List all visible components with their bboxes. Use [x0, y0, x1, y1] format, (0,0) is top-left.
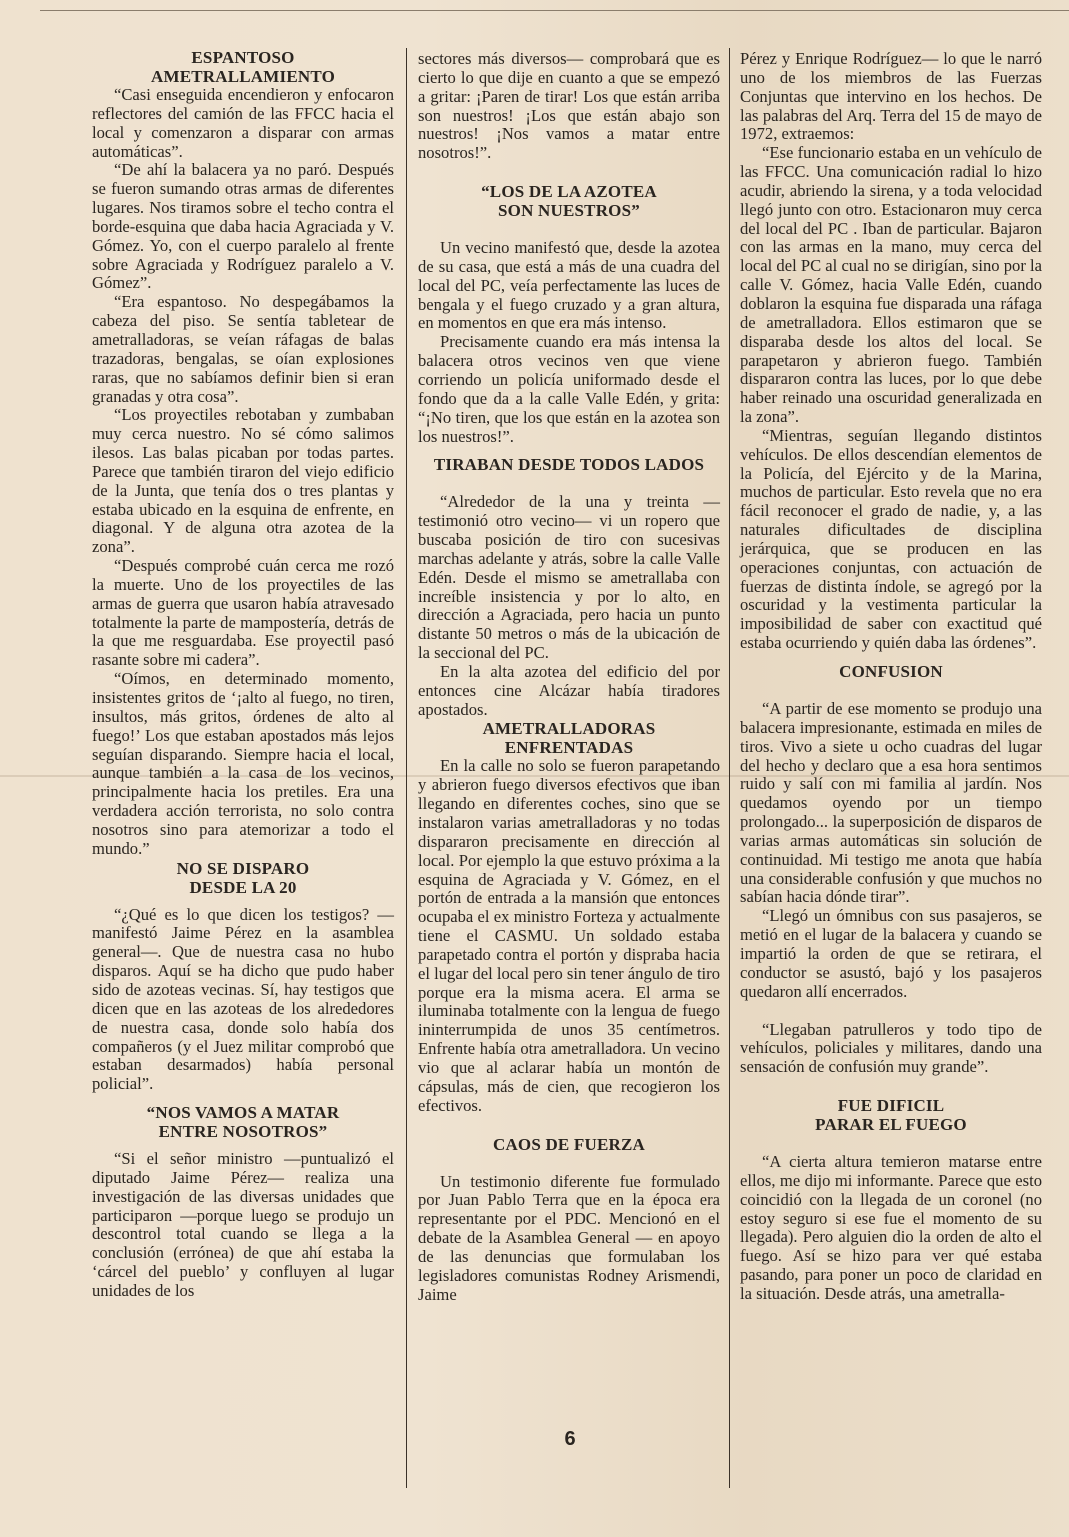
paragraph: “Ese funcionario estaba en un vehículo de las FFCC. Una comunicación radial lo hizo acudir, abriendo la sirena, y a toda velocidad llegó junto con otro. Estacionaron muy cerca del local del PC . Iban de particular. Bajaron con las armas en la mano, muy cerca del local del PC al cual no se dirigían, sino por la calle V. Gómez, hacia Valle Edén, cuando doblaron la esquina fue disparada una ráfaga de ametralladora. Ellos estimaron que se disparaba desde los altos del local. Se parapetaron y abrieron fuego. También dispararon contra las luces, por lo que debe haber reinado una oscuridad generalizada en la zona”. — [740, 143, 1042, 427]
heading-los-de-la-azotea: “LOS DE LA AZOTEA SON NUESTROS” — [481, 182, 657, 221]
paragraph: En la alta azotea del edificio del por entonces cine Alcázar había tiradores apostados. — [418, 661, 720, 719]
heading-ametralladoras: AMETRALLADORAS ENFRENTADAS — [482, 719, 656, 758]
heading-caos-de-fuerza: CAOS DE FUERZA — [492, 1134, 646, 1154]
paragraph: “Después comprobé cuán cerca me rozó la muerte. Uno de los proyectiles de las armas de guerra que usaron había atravesado totalmente la parte de mampostería, detrás de la que me resguardaba. Ese proyectil pasó rasante sobre mi cadera”. — [92, 556, 394, 670]
column-rule-right — [729, 48, 730, 1488]
paragraph: “¿Qué es lo que dicen los testigos? —manifestó Jaime Pérez en la asamblea general—. Que de nuestra casa no hubo disparos. Aquí se ha dicho que pudo haber sido de azoteas vecinas. Sí, hay testigos que dicen que en las azoteas de los alrededores de nuestra casa, donde solo había dos compañeros (y el Juez militar comprobó que estaban desarmados) había personal policial”. — [92, 904, 394, 1094]
paragraph: “Si el señor ministro —puntualizó el diputado Jaime Pérez— realiza una investigación de las diversas unidades que participaron —porque luego se produjo un descontrol total cuando se llega a la conclusión (errónea) de que ahí estaba la ‘cárcel del pueblo’ y confluyen al lugar unidades de los — [92, 1149, 394, 1300]
column-3 — [740, 50, 1042, 1304]
paragraph: “Oímos, en determinado momento, insistentes gritos de ‘¡alto al fuego, no tiren, insultos, más gritos, órdenes de alto al fuego!’ Los que estaban apostados más lejos seguían disparando. Siempre hacia el local, aunque también a la casa de los vecinos, principalmente hacia los pretiles. Era una verdadera acción terrorista, no solo contra nosotros sino para atemorizar a todo el mundo.” — [92, 669, 394, 858]
paragraph: En la calle no solo se fueron parapetando y abrieron fuego diversos efectivos que iban llegando en diferentes coches, sino que se instalaron varias ametralladoras y no todas dispararon precisamente en dirección al local. Por ejemplo la que estuvo próxima a la esquina de Agraciada y V. Gómez, en el portón de entrada a la mansión que entonces ocupaba el ex ministro Forteza y actualmente tiene el CASMU. Un soldado estaba parapetado contra el portón y dispraba hacia el lugar del local pero sin tener ángulo de tiro porque era la misma acera. El arma se iluminaba totalmente con la lengua de fuego ininterrumpida de unos 35 centímetros. Enfrente había otra ametralladora. Un vecino vio que al aclarar había un montón de cápsulas, más de cien, que recogieron los efectivos. — [418, 756, 720, 1115]
paragraph: “De ahí la balacera ya no paró. Después se fueron sumando otras armas de diferentes lugares. Nos tiramos sobre el techo contra el borde-esquina que daba hacia Agraciada y V. Gómez. Yo, con el cuerpo paralelo al frente sobre Agraciada y Rodríguez paralelo a V. Gómez”. — [92, 160, 394, 293]
paragraph: “Llegó un ómnibus con sus pasajeros, se metió en el lugar de la balacera y cuando se impartió la orden de que se retirara, el conductor se asustó, bajó y los pasajeros quedaron allí encerrados. — [740, 906, 1042, 1001]
heading-confusion: CONFUSION — [839, 662, 943, 681]
paragraph: “Llegaban patrulleros y todo tipo de vehículos, policiales y militares, dando una sensación de confusión muy grande”. — [740, 1019, 1042, 1077]
paragraph: Un testimonio diferente fue formulado por Juan Pablo Terra que en la época era representante por el PDC. Mencionó en el debate de la Asamblea General — en apoyo de las denuncias que formulaban los legisladores comunistas Rodney Arismendi, Jaime — [418, 1171, 720, 1304]
paragraph: “Mientras, seguían llegando distintos vehículos. De ellos descendían elementos de la Policía, del Ejército y de la Marina, muchos de particular. Esto revela que no era fácil reconocer el grado de nadie, y, a las naturales dificultades de disciplina jerárquica, que se producen en las operaciones conjuntas, con actuación de fuerzas de distinta índole, se agregó por la oscuridad y la vestimenta particular la imposibilidad de saber con exactitud qué estaba ocurriendo y quién daba las órdenes”. — [740, 425, 1042, 653]
column-1 — [92, 48, 394, 1301]
heading-nos-vamos-a-matar: “NOS VAMOS A MATAR ENTRE NOSOTROS” — [146, 1103, 340, 1142]
paragraph: “Alrededor de la una y treinta —testimonió otro vecino— vi un ropero que buscaba posición de tiro con sucesivas marchas adelante y atrás, sobre la calle Valle Edén. Desde el mismo se ametrallaba con increíble insistencia y por lo alto, en dirección a Agraciada, pero hacia un punto distante 50 metros o más de la ubicación de la seccional del PC. — [418, 492, 720, 663]
paragraph: “A partir de ese momento se produjo una balacera impresionante, estimada en miles de tiros. Vivo a siete u ocho cuadras del lugar del hecho y declaro que a esa hora sentimos ruido y salí con mi familia al jardín. Nos quedamos oyendo por un tiempo prolongado... la superposición de disparos de varias armas automáticas sin solución de continuidad. Mi testigo me anota que había una considerable confusión y que muchos no sabían hacia dónde tirar”. — [740, 699, 1042, 907]
top-rule — [40, 10, 1069, 11]
heading-tiraban: TIRABAN DESDE TODOS LADOS — [433, 455, 705, 475]
heading-no-se-disparo: NO SE DISPARO DESDE LA 20 — [176, 858, 310, 897]
paragraph: Un vecino manifestó que, desde la azotea de su casa, que está a más de una cuadra del local del PC, veía perfectamente las luces de bengala y el fuego cruzado y a gran altura, en momentos en que era más intenso. — [418, 238, 720, 333]
paragraph: sectores más diversos— comprobará que es cierto lo que dije en cuanto a que se empezó a gritar: ¡Paren de tirar! Los que están arriba son nuestros! ¡Los que están abajo son nuestros! ¡Nos vamos a matar entre nosotros!”. — [418, 49, 720, 163]
paragraph: Pérez y Enrique Rodríguez— lo que le narró uno de los miembros de las Fuerzas Conjuntas que intervino en los hechos. De las palabras del Arq. Terra del 15 de mayo de 1972, extraemos: — [740, 49, 1042, 144]
heading-espantoso: ESPANTOSO AMETRALLAMIENTO — [150, 48, 336, 86]
column-rule-left — [406, 48, 407, 1488]
column-2 — [418, 50, 720, 1304]
paragraph: “Casi enseguida encendieron y enfocaron reflectores del camión de las FFCC hacia el local y comenzaron a disparar con armas automáticas”. — [92, 85, 394, 161]
paragraph: “Era espantoso. No despegábamos la cabeza del piso. Se sentía tabletear de ametralladoras, se veían ráfagas de balas trazadoras, bengalas, se oían explosiones raras, que no sabíamos definir bien si eran granadas y otra cosa”. — [92, 292, 394, 406]
page-number: 6 — [564, 1428, 576, 1450]
paragraph: “Los proyectiles rebotaban y zumbaban muy cerca nuestro. No sé cómo salimos ilesos. Las balas picaban por todas partes. Parece que también tiraron del viejo edificio de la Junta, que tenía dos o tres plantas y estaba ubicado en la esquina de enfrente, en diagonal. Y de alguna otra azotea de la zona”. — [92, 405, 394, 557]
heading-fue-dificil: FUE DIFICIL PARAR EL FUEGO — [815, 1096, 967, 1135]
paragraph: “A cierta altura temieron matarse entre ellos, me dijo mi informante. Parece que esto coincidió con la llegada de un coronel (no estoy seguro si ese fue el momento de su llegada). Pero alguien dio la orden de alto el fuego. Así se hizo para ver qué estaba pasando, para poner un poco de claridad en la situación. Desde atrás, una ametralla- — [740, 1152, 1042, 1303]
paragraph: Precisamente cuando era más intensa la balacera otros vecinos ven que viene corriendo un policía uniformado desde el fondo que da a la calle Valle Edén, y grita: “¡No tiren, que los que están en la azotea son los nuestros!”. — [418, 332, 720, 446]
